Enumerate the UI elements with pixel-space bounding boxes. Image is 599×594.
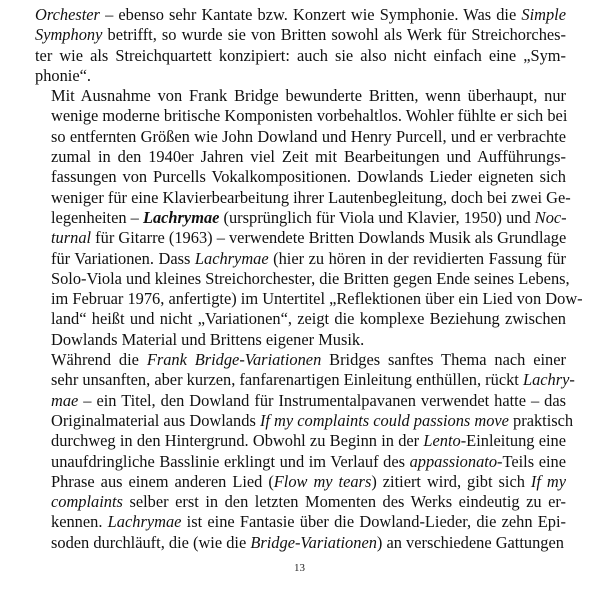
text-line — [35, 512, 566, 532]
text-line — [35, 289, 583, 309]
text-run: Dowlands Material und Brittens eigener Musik. — [51, 329, 365, 349]
text-run: für Variationen. Dass — [51, 248, 195, 268]
text-run: land“ heißt und nicht „Variationen“, zeigt die komplexe Beziehung zwischen — [51, 309, 566, 329]
page-number: 13 — [294, 562, 305, 574]
italic-run: appassionato — [409, 451, 498, 471]
text-run: Während die — [51, 350, 147, 370]
text-line — [35, 370, 575, 390]
text-line — [35, 86, 566, 106]
text-run: – ebenso sehr Kantate bzw. Konzert wie Symphonie. Was die — [99, 5, 522, 24]
italic-run: Bridge-Variationen — [250, 532, 377, 552]
text-line — [35, 249, 566, 269]
text-line — [35, 350, 566, 370]
text-run: Originalmaterial aus Dowlands — [51, 410, 260, 430]
italic-run: Noc- — [534, 207, 567, 227]
text-run: -Einleitung eine — [460, 431, 566, 451]
italic-run: Lachry- — [522, 370, 575, 390]
text-line — [35, 106, 566, 126]
text-line — [35, 5, 566, 25]
text-run: ist eine Fantasie über die Dowland-Lieder, die zehn Epi- — [181, 512, 566, 532]
paragraph-1 — [35, 5, 566, 86]
italic-run: Frank Bridge-Variationen — [146, 350, 322, 370]
text-run: – ein Titel, den Dowland für Instrumentalpavanen verwendet hatte – das — [78, 390, 566, 410]
text-line — [35, 46, 566, 66]
text-run: ) zitiert wird, gibt sich — [371, 471, 531, 491]
text-run: Solo-Viola und kleines Streichorchester, die Britten gegen Ende seines Lebens, — [51, 268, 570, 288]
text-run: Mit Ausnahme von Frank Bridge bewunderte Britten, wenn überhaupt, nur — [51, 86, 566, 106]
text-line — [35, 472, 566, 492]
text-line — [35, 410, 574, 431]
text-line — [35, 147, 566, 167]
text-line — [35, 431, 566, 451]
text-run: -Teils eine — [497, 451, 566, 471]
paragraph-2 — [35, 86, 583, 350]
italic-run: Flow my tears — [273, 471, 372, 491]
text-line — [35, 187, 571, 208]
text-run: praktisch — [508, 410, 574, 430]
text-run: (hier zu hören in der revidierten Fassung für — [268, 248, 567, 268]
text-line — [35, 66, 566, 86]
italic-run: Orchester — [35, 5, 100, 24]
bold-italic-title: Lachrymae — [142, 207, 220, 227]
text-run: soden durchläuft, die (wie die — [51, 532, 251, 552]
text-line — [35, 533, 566, 553]
italic-run: turnal — [51, 228, 92, 248]
text-run: im Februar 1976, anfertigte) im Untertitel „Reflektionen über ein Lied von Dow- — [51, 289, 583, 309]
text-run: selber erst in den letzten Momenten des Werks eindeutig zu er- — [122, 492, 566, 512]
body-text — [35, 5, 583, 553]
text-line — [35, 309, 566, 329]
text-run: ter wie als Streichquartett konzipiert: auch sie also nicht einfach eine „Sym- — [35, 45, 566, 65]
italic-run: Lachrymae — [107, 512, 182, 532]
text-run: phonie“. — [35, 65, 91, 85]
text-line — [35, 330, 566, 350]
text-line — [35, 127, 566, 147]
text-line — [35, 25, 566, 45]
italic-run: If my — [530, 471, 566, 491]
italic-run: Lento — [423, 431, 461, 451]
italic-run: If my complaints could passions move — [259, 410, 509, 430]
text-run: sehr unsanften, aber kurzen, fanfarenartigen Einleitung enthüllen, rückt — [51, 370, 523, 390]
text-run: Bridges sanftes Thema nach einer — [321, 350, 566, 370]
text-line — [35, 391, 566, 411]
text-run: so entfernten Größen wie John Dowland und Henry Purcell, und er verbrachte — [51, 126, 566, 146]
italic-run: mae — [51, 390, 79, 410]
text-line — [35, 492, 566, 512]
text-run: weniger für eine Klavierbearbeitung ihrer Lautenbegleitung, doch bei zwei Ge- — [51, 187, 571, 207]
italic-run: Simple — [521, 5, 566, 24]
text-run: zumal in den 1940er Jahren viel Zeit mit Bearbeitungen und Aufführungs- — [51, 147, 566, 167]
italic-run: Lachrymae — [194, 248, 269, 268]
text-run: unaufdringliche Basslinie erklingt und im Verlauf des — [51, 451, 410, 471]
text-run: fassungen von Purcells Vokalkompositionen. Dowlands Lieder eigneten sich — [51, 167, 566, 187]
paragraph-3 — [35, 350, 575, 553]
text-run: Phrase aus einem anderen Lied ( — [51, 471, 274, 491]
text-run: legenheiten – — [51, 207, 143, 227]
text-line — [35, 228, 566, 248]
text-run: ) an verschiedene Gattungen — [376, 532, 564, 552]
text-line — [35, 452, 566, 472]
text-run: durchweg in den Hintergrund. Obwohl zu Beginn in der — [51, 431, 424, 451]
text-run: kennen. — [51, 512, 108, 532]
text-run: (ursprünglich für Viola und Klavier, 1950) und — [219, 207, 535, 227]
text-line — [35, 167, 566, 187]
text-line — [35, 268, 570, 289]
italic-run: Symphony — [35, 25, 103, 45]
italic-run: complaints — [51, 492, 123, 512]
text-line — [35, 208, 566, 228]
text-run: betrifft, so wurde sie von Britten sowohl als Werk für Streichorches- — [102, 25, 566, 45]
text-run: wenige moderne britische Komponisten vorbehaltlos. Wohler fühlte er sich bei — [51, 106, 568, 126]
text-run: für Gitarre (1963) – verwendete Britten Dowlands Musik als Grundlage — [91, 228, 567, 248]
